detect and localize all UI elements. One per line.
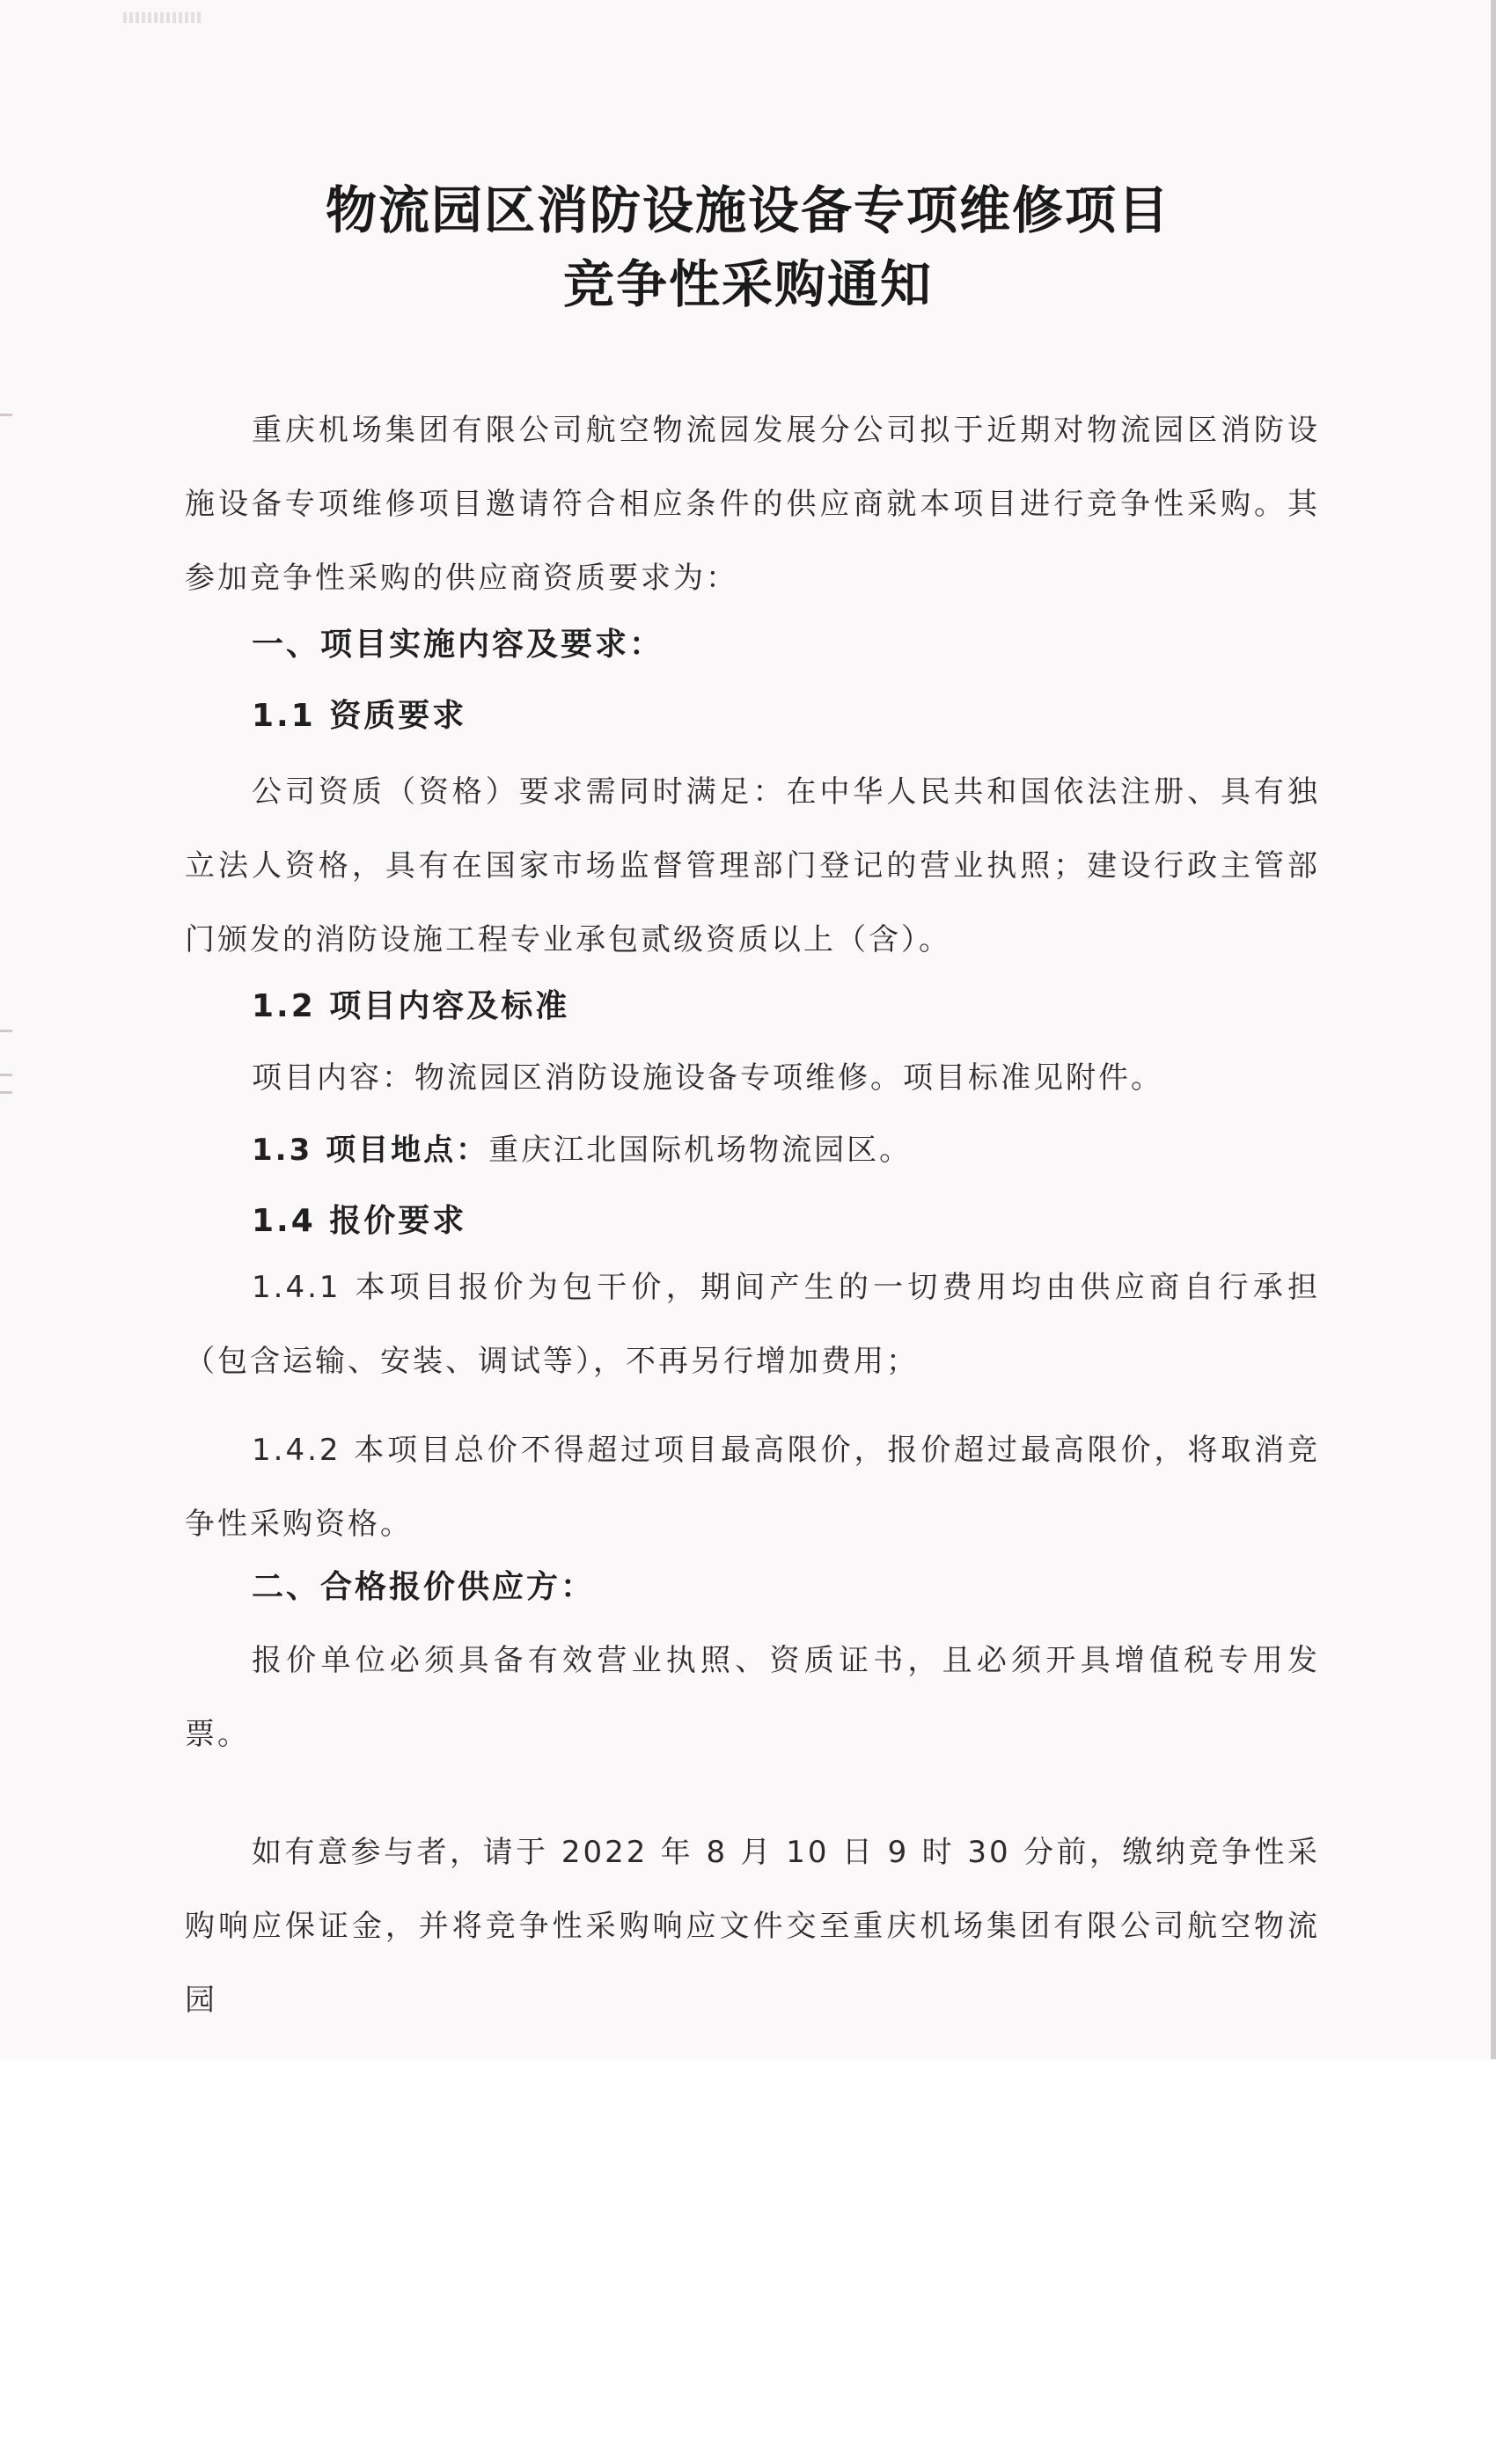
- project-content-line: 项目内容：物流园区消防设施设备专项维修。项目标准见附件。: [252, 1060, 1163, 1096]
- project-location-label: 1.3 项目地点：: [252, 1133, 489, 1168]
- subsection-1-1-heading: 1.1 资质要求: [252, 698, 467, 734]
- pricing-item-1-4-2: 1.4.2 本项目总价不得超过项目最高限价，报价超过最高限价，将取消竞争性采购资格。: [185, 1433, 1320, 1542]
- section1-heading: 一、项目实施内容及要求：: [252, 627, 664, 663]
- subsection-1-2-heading: 1.2 项目内容及标准: [252, 988, 570, 1024]
- intro-paragraph: 重庆机场集团有限公司航空物流园发展分公司拟于近期对物流园区消防设施设备专项维修项目邀请符合相应条件的供应商就本项目进行竞争性采购。其参加竞争性采购的供应商资质要求为：: [185, 413, 1320, 596]
- section2-heading: 二、合格报价供应方：: [252, 1569, 596, 1605]
- subsection-1-4-heading: 1.4 报价要求: [252, 1203, 467, 1239]
- closing-paragraph: 如有意参与者，请于 2022 年 8 月 10 日 9 时 30 分前，缴纳竞争性采购响应保证金，并将竞争性采购响应文件交至重庆机场集团有限公司航空物流园: [185, 1835, 1320, 2018]
- project-location-line: [252, 1130, 912, 1170]
- pricing-item-1-4-1: 1.4.1 本项目报价为包干价，期间产生的一切费用均由供应商自行承担（包含运输、安装、调试等），不再另行增加费用；: [185, 1270, 1320, 1379]
- document-title-line1: 物流园区消防设施设备专项维修项目: [325, 180, 1170, 240]
- qualification-paragraph: 公司资质（资格）要求需同时满足：在中华人民共和国依法注册、具有独立法人资格，具有在国家市场监督管理部门登记的营业执照；建设行政主管部门颁发的消防设施工程专业承包贰级资质以上（含）。: [185, 774, 1320, 957]
- project-location-value: 重庆江北国际机场物流园区。: [488, 1133, 913, 1168]
- document-title-line2: 竞争性采购通知: [562, 254, 933, 314]
- supplier-requirement-paragraph: 报价单位必须具备有效营业执照、资质证书，且必须开具增值税专用发票。: [185, 1643, 1320, 1752]
- scan-edge-mark: [123, 12, 202, 23]
